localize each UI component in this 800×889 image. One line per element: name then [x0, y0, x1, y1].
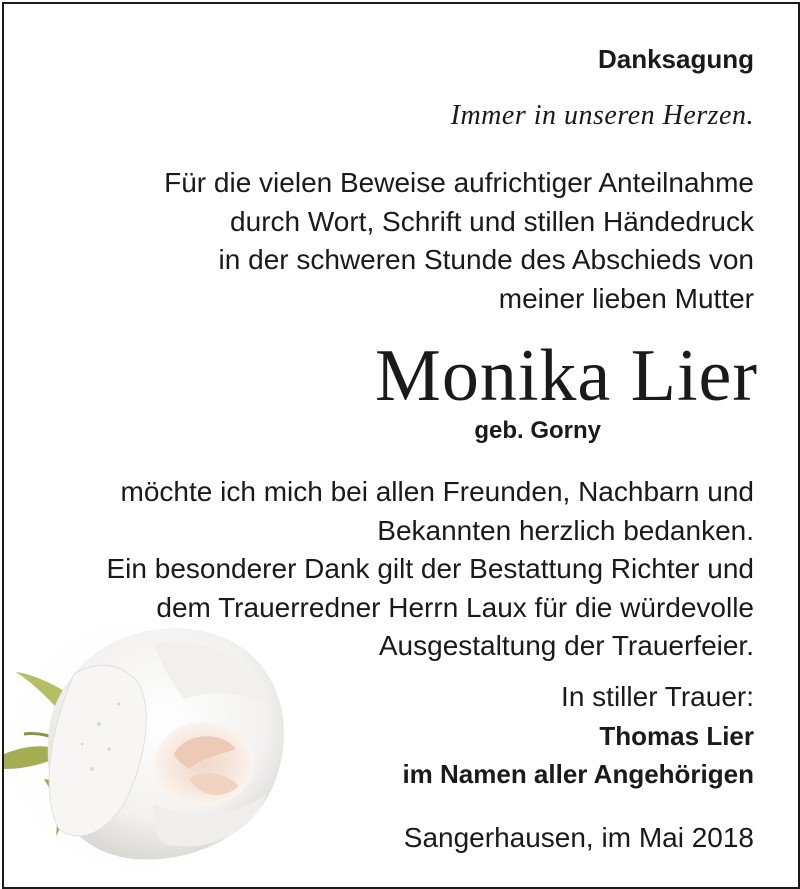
thanks-line: Ein besonderer Dank gilt der Bestattung Richter und — [106, 553, 754, 584]
intro-line: meiner lieben Mutter — [498, 282, 754, 314]
intro-line: Für die vielen Beweise aufrichtiger Anteilnahme — [164, 167, 754, 198]
intro-paragraph — [164, 164, 754, 318]
mourning-label: In stiller Trauer: — [561, 681, 754, 712]
birth-name: geb. Gorny — [474, 417, 601, 444]
thanks-paragraph — [107, 473, 755, 666]
family-note: im Namen aller Angehörigen — [402, 759, 754, 789]
signer-name: Thomas Lier — [599, 721, 754, 751]
motto: Immer in unseren Herzen. — [450, 100, 754, 131]
thanks-line: Bekannten herzlich bedanken. — [377, 514, 754, 546]
place-date: Sangerhausen, im Mai 2018 — [403, 822, 754, 853]
thanks-line: dem Trauerredner Herrn Laux für die würdevolle — [156, 591, 754, 623]
obituary-card — [2, 2, 800, 889]
thanks-line: möchte ich mich bei allen Freunden, Nachbarn und — [120, 476, 754, 507]
intro-line: in der schweren Stunde des Abschieds von — [218, 244, 754, 275]
deceased-name: Monika Lier — [375, 335, 758, 417]
thanks-line: Ausgestaltung der Trauerfeier. — [378, 630, 754, 661]
intro-line: durch Wort, Schrift und stillen Händedruck — [230, 205, 754, 237]
heading-thanks: Danksagung — [597, 44, 754, 74]
